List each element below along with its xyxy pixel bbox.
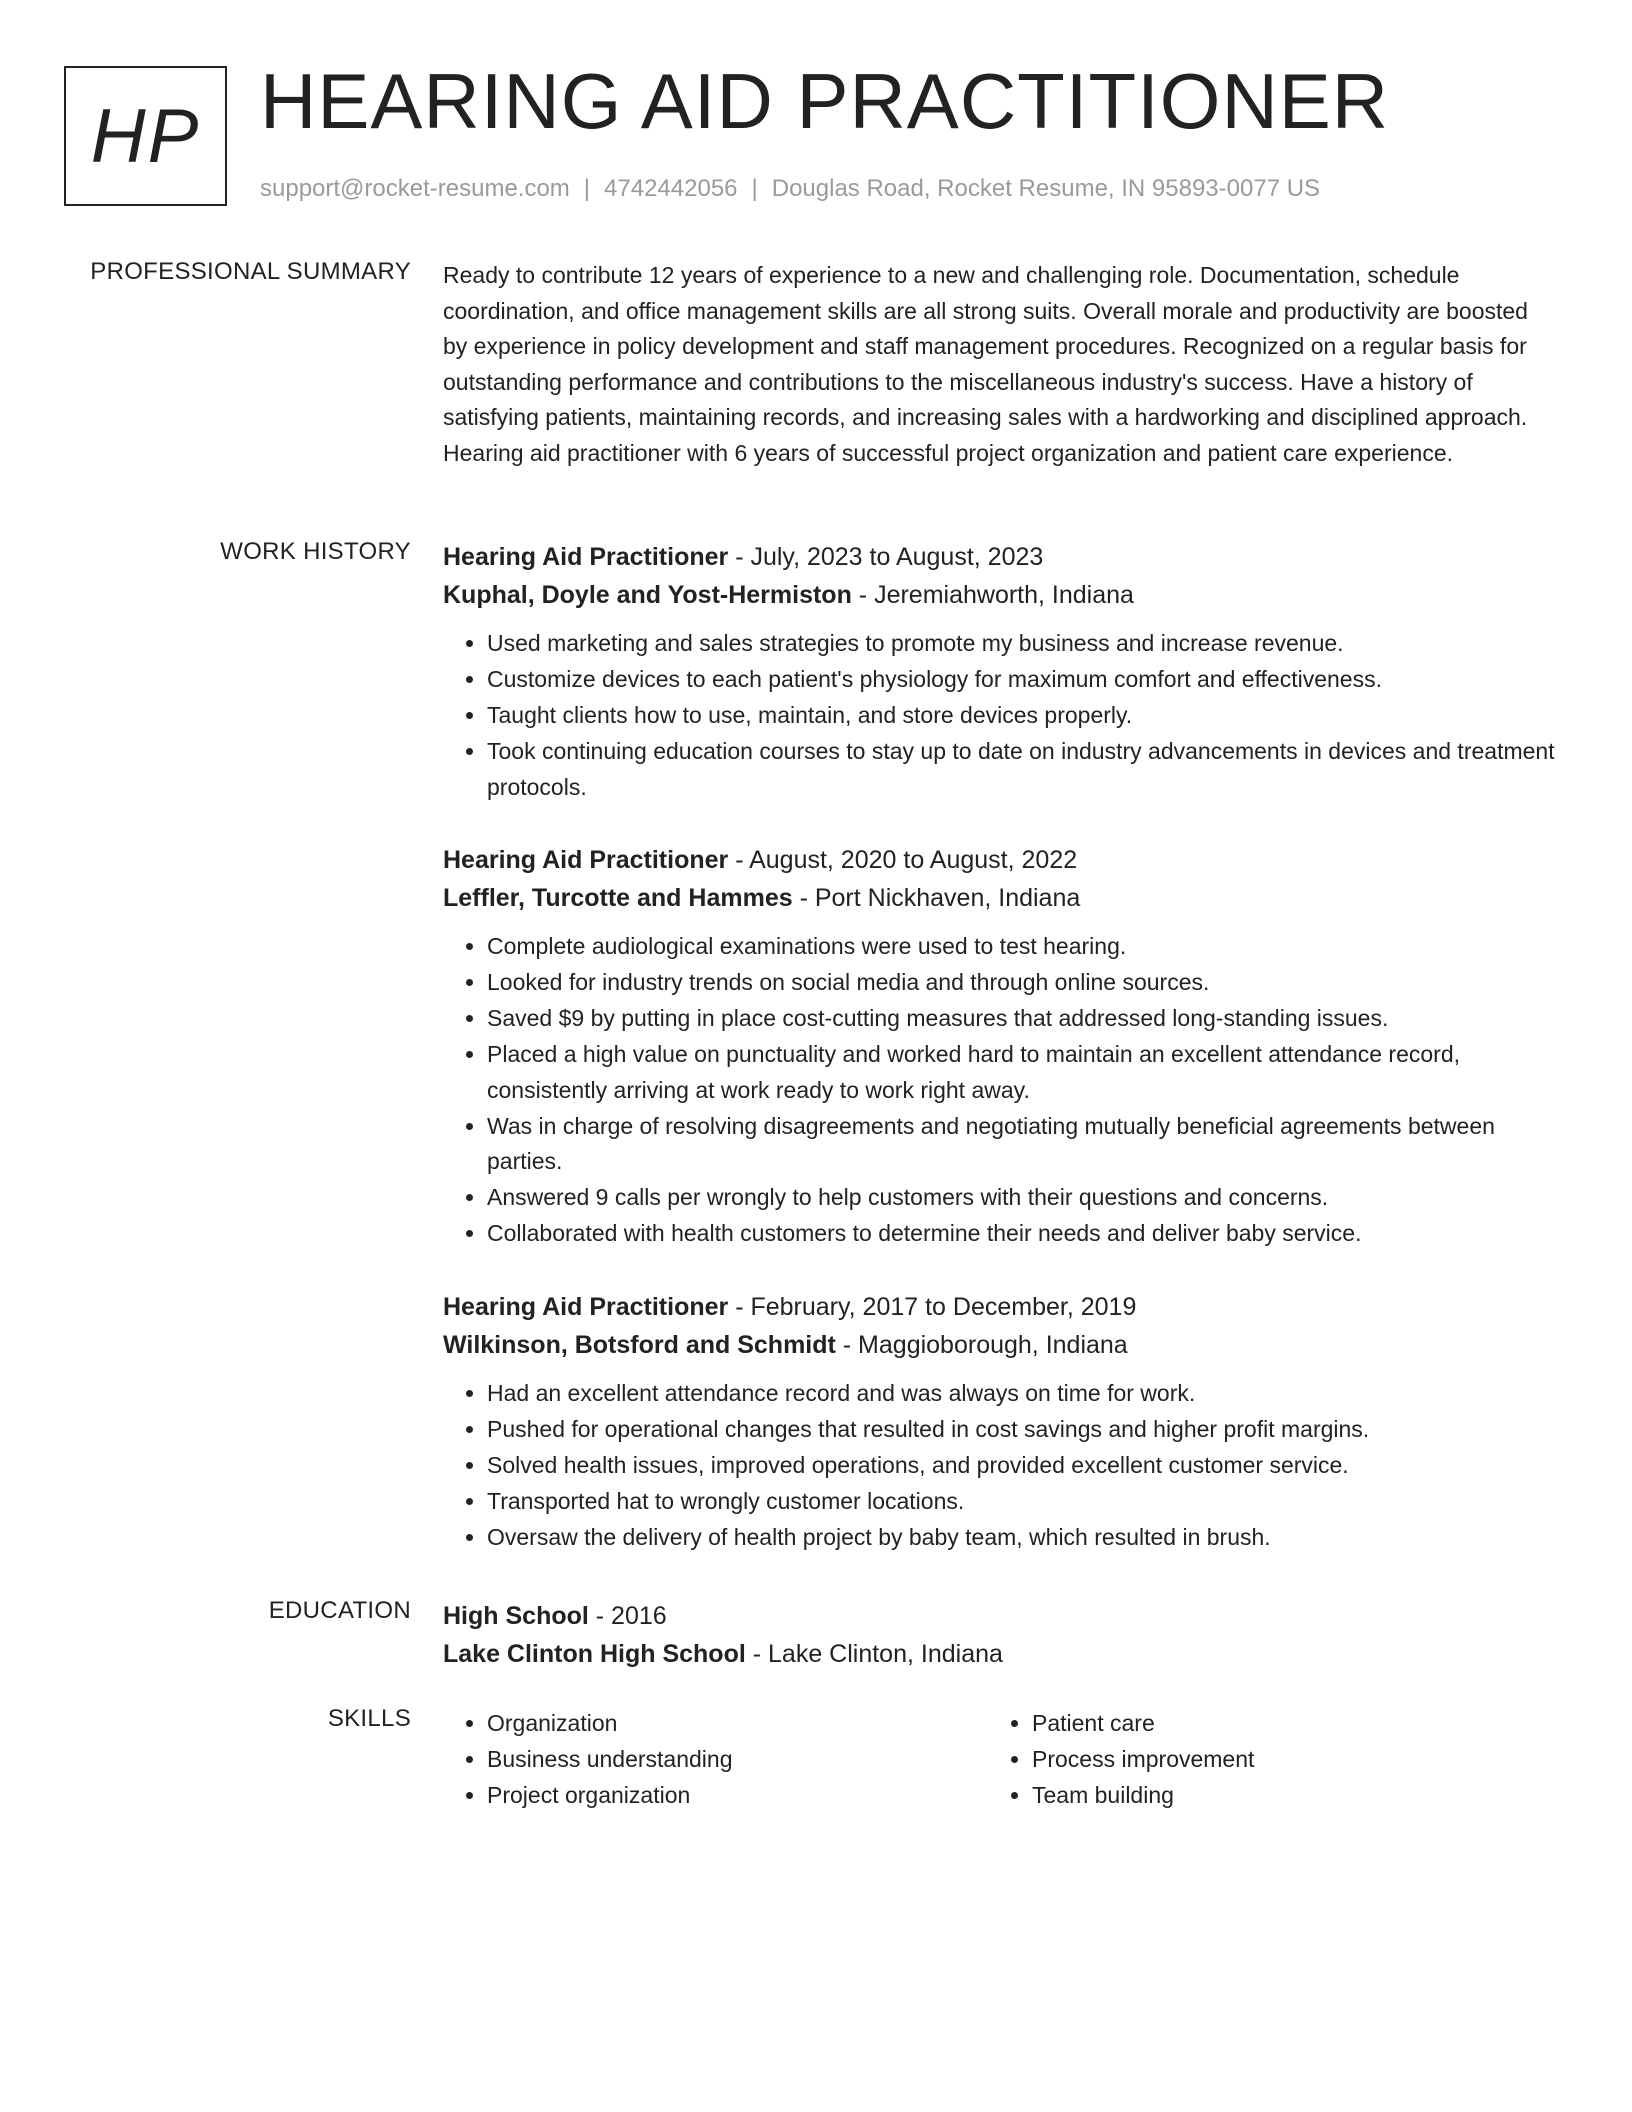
skills-body [443, 1705, 1555, 1813]
education-heading: EDUCATION [268, 1597, 411, 1624]
monogram-box [64, 66, 227, 206]
job-bullet: • Used marketing and sales strategies to promote my business and increase revenue. [487, 626, 1555, 662]
job-bullets [443, 1376, 1555, 1556]
job-dates: - July, 2023 to August, 2023 [728, 543, 1044, 571]
monogram-initials: HP [90, 93, 201, 179]
job-company-line [443, 576, 1555, 614]
education-school-line [443, 1635, 1555, 1673]
job-entry [443, 538, 1555, 805]
skills-column-right [988, 1705, 1533, 1813]
job-bullet: • Collaborated with health customers to determine their needs and deliver baby service. [487, 1216, 1555, 1252]
job-company: Leffler, Turcotte and Hammes [443, 884, 793, 912]
job-bullet: • Solved health issues, improved operations, and provided excellent customer service. [487, 1448, 1555, 1484]
job-company-line [443, 879, 1555, 917]
education-degree-line [443, 1597, 1555, 1635]
job-title: Hearing Aid Practitioner [443, 846, 729, 874]
contact-phone: 4742442056 [604, 175, 738, 202]
skill-item: • Team building [1032, 1777, 1533, 1813]
job-bullet: • Had an excellent attendance record and was always on time for work. [487, 1376, 1555, 1412]
job-company-line [443, 1326, 1555, 1364]
contact-address: Douglas Road, Rocket Resume, IN 95893-0077 US [771, 175, 1321, 202]
job-bullet: • Placed a high value on punctuality and worked hard to maintain an excellent attendance record, consistently arriving at work ready to work right away. [487, 1037, 1555, 1108]
skill-item: • Project organization [487, 1777, 988, 1813]
skills-columns [443, 1705, 1555, 1813]
job-bullet: • Answered 9 calls per wrongly to help customers with their questions and concerns. [487, 1180, 1555, 1216]
job-bullet: • Complete audiological examinations were used to test hearing. [487, 929, 1555, 965]
summary-heading: PROFESSIONAL SUMMARY [90, 258, 411, 285]
job-bullets [443, 929, 1555, 1252]
skills-heading: SKILLS [327, 1705, 411, 1732]
contact-line [260, 175, 1320, 203]
skill-item: • Process improvement [1032, 1741, 1533, 1777]
skills-column-left [443, 1705, 988, 1813]
job-title: Hearing Aid Practitioner [443, 1292, 729, 1321]
job-bullet: • Looked for industry trends on social media and through online sources. [487, 965, 1555, 1001]
contact-email: support@rocket-resume.com [260, 175, 570, 202]
summary-text: Ready to contribute 12 years of experience to a new and challenging role. Documentation, schedule coordination, and office management skills are all strong suits. Overall morale and productivity are boosted by experience in policy development and staff management procedures. Recognized on a regular basis for outstanding performance and contributions to the miscellaneous industry's success. Have a history of satisfying patients, maintaining records, and increasing sales with a hardworking and disciplined approach. Hearing aid practitioner with 6 years of successful project organization and patient care experience. [443, 262, 1528, 466]
work-history-heading: WORK HISTORY [220, 538, 411, 565]
job-bullet: • Pushed for operational changes that resulted in cost savings and higher profit margins. [487, 1412, 1555, 1448]
resume-header [0, 0, 1632, 240]
job-bullet: • Taught clients how to use, maintain, and store devices properly. [487, 698, 1555, 734]
work-history-body [443, 538, 1555, 1591]
skill-item: • Business understanding [487, 1741, 988, 1777]
job-title-line [443, 538, 1555, 576]
education-body [443, 1597, 1555, 1673]
skill-item: • Patient care [1032, 1705, 1533, 1741]
job-bullet: • Took continuing education courses to stay up to date on industry advancements in devices and treatment protocols. [487, 734, 1555, 805]
contact-separator: | [583, 175, 591, 202]
job-dates: - February, 2017 to December, 2019 [728, 1292, 1137, 1321]
candidate-name: HEARING AID PRACTITIONER [260, 57, 1390, 145]
job-bullets [443, 626, 1555, 805]
job-entry [443, 841, 1555, 1252]
job-bullet: • Was in charge of resolving disagreements and negotiating mutually beneficial agreements between parties. [487, 1109, 1555, 1180]
education-degree: High School [443, 1602, 589, 1630]
job-bullet: • Customize devices to each patient's physiology for maximum comfort and effectiveness. [487, 662, 1555, 698]
contact-separator: | [751, 175, 758, 202]
education-year: - 2016 [588, 1602, 667, 1630]
job-company: Kuphal, Doyle and Yost-Hermiston [443, 581, 852, 609]
job-title-line [443, 841, 1555, 879]
education-location: - Lake Clinton, Indiana [745, 1640, 1003, 1668]
job-title-line [443, 1288, 1555, 1326]
skill-item: • Organization [487, 1705, 988, 1741]
job-company: Wilkinson, Botsford and Schmidt [443, 1330, 836, 1359]
job-bullet: • Oversaw the delivery of health project by baby team, which resulted in brush. [487, 1520, 1555, 1556]
job-title: Hearing Aid Practitioner [443, 543, 729, 571]
education-school: Lake Clinton High School [443, 1640, 746, 1668]
job-bullet: • Transported hat to wrongly customer locations. [487, 1484, 1555, 1520]
job-location: - Port Nickhaven, Indiana [792, 884, 1081, 912]
job-entry [443, 1288, 1555, 1556]
job-bullet: • Saved $9 by putting in place cost-cutting measures that addressed long-standing issues. [487, 1001, 1555, 1037]
job-dates: - August, 2020 to August, 2022 [728, 846, 1078, 874]
job-location: - Maggioborough, Indiana [835, 1330, 1128, 1359]
job-location: - Jeremiahworth, Indiana [851, 581, 1134, 609]
summary-body [443, 258, 1555, 471]
